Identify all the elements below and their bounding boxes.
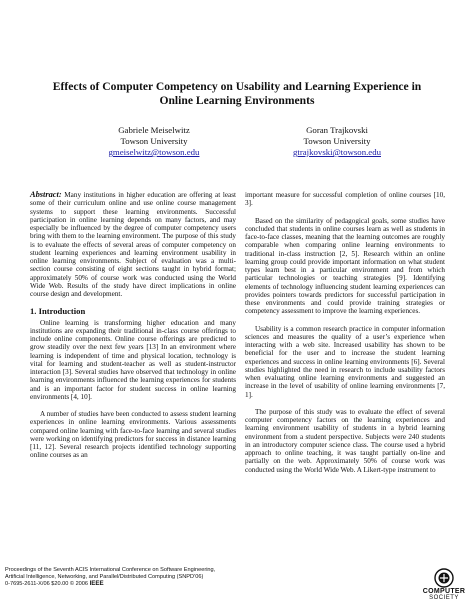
paragraph: Online learning is transforming higher education and many institutions are expanding their traditional in-class course offerings to include online components. Online course offerings are predicted to grow steadily over the next few years [13] In an environment where learning is independent of time and physical location, technology is vital for learning and student-teacher as well as student-instructor interaction [3]. Several studies have observed that technology in online learning environments influenced the learning experiences for students and is an important factor for student success in online learning environments [4, 10].	[30, 318, 236, 401]
author-block-1	[69, 125, 239, 158]
proceedings-footer	[5, 567, 325, 588]
author-affiliation: Towson University	[120, 136, 188, 146]
author-block-2	[252, 125, 422, 158]
author-email-link[interactable]: gtrajkovski@towson.edu	[293, 147, 381, 157]
paragraph: A number of studies have been conducted to assess student learning experiences in online learning environments. Various assessments compared online learning with face-to-face learning and several studies were working on identifying predictors for success in distance learning [11, 12]. Several research projects identified technology supporting online courses as an	[30, 410, 236, 460]
author-email-link[interactable]: gmeiselwitz@towson.edu	[108, 147, 200, 157]
paper-title	[30, 80, 444, 108]
logo-text-society: SOCIETY	[429, 595, 459, 601]
logo-text-computer: COMPUTER	[422, 588, 466, 595]
paragraph: The purpose of this study was to evaluate the effect of several computer competency factors on the learning experiences and learning environment usability of students in a hybrid learning environment from a student perspective. Subjects were 240 students in an introductory computer science class. The course used a hybrid approach to online teaching, it was taught partially on-line and partially on the web. Approximately 50% of course work was conducted using the World Wide Web. A Likert-type instrument to	[245, 407, 445, 474]
left-column	[30, 191, 236, 469]
paragraph: important measure for successful completion of online courses [10, 3].	[245, 191, 445, 208]
footer-isbn-price: 0-7695-2611-X/06 $20.00 © 2006	[5, 580, 89, 587]
section-heading-introduction: 1. Introduction	[30, 306, 86, 317]
author-name: Gabriele Meiselwitz	[118, 125, 190, 135]
title-line-2: Online Learning Environments	[159, 94, 315, 107]
title-line-1: Effects of Computer Competency on Usability and Learning Experience in	[52, 80, 422, 93]
abstract	[30, 191, 236, 298]
abstract-label: Abstract:	[30, 190, 62, 199]
right-column	[245, 191, 445, 483]
paragraph: Usability is a common research practice in computer information sciences and measures the quality of a user’s experience when interacting with a web site. Increased usability has shown to be beneficial for the user and to increase the student learning experiences and success in online learning environments [6]. Several studies highlighted the need in research to include usability factors when evaluating online learning environments and suggested an increase in the level of usability of online learning environments [7, 1].	[245, 324, 445, 399]
abstract-text: Many institutions in higher education are offering at least some of their curriculum online and use online course management systems to support these learning environments. Successful participation in online learning depends on many factors, and may especially be influenced by the degree of computer competency users bring with them to the learning environment. The purpose of this study is to evaluate the effects of several areas of computer competency on student learning experiences and learning environment usability in online learning environments. Subject of evaluation was a multi-section course consisting of eight sections taught in hybrid format; approximately 50% of course work was conducted using the World Wide Web. Results of the study have direct implications in online course design and development.	[30, 191, 236, 298]
author-name: Goran Trajkovski	[306, 125, 368, 135]
computer-society-emblem-icon	[434, 568, 454, 588]
computer-society-logo	[418, 568, 470, 610]
footer-line-1: Proceedings of the Seventh ACIS International Conference on Software Engineering,	[5, 567, 216, 573]
footer-line-3	[5, 581, 325, 588]
footer-line-2: Artificial Intelligence, Networking, and Parallel/Distributed Computing (SNPD’06)	[5, 573, 204, 580]
ieee-logo-text: IEEE	[89, 579, 104, 587]
author-affiliation: Towson University	[303, 136, 371, 146]
paragraph: Based on the similarity of pedagogical goals, some studies have concluded that students in online courses learn as well as students in face-to-face classes, meaning that the learning outcomes are roughly comparable when comparing online learning environments to traditional in-class instruction [2, 5]. Research within an online learning group could provide important information on what student types learn best in a particular environment and from which particular technologies or teaching strategies [9]. Identifying elements of technology influencing student learning experiences can provides pointers towards predictors for successful participation in these environments and could provide training strategies or competency assessment to improve the learning experiences.	[245, 216, 445, 316]
